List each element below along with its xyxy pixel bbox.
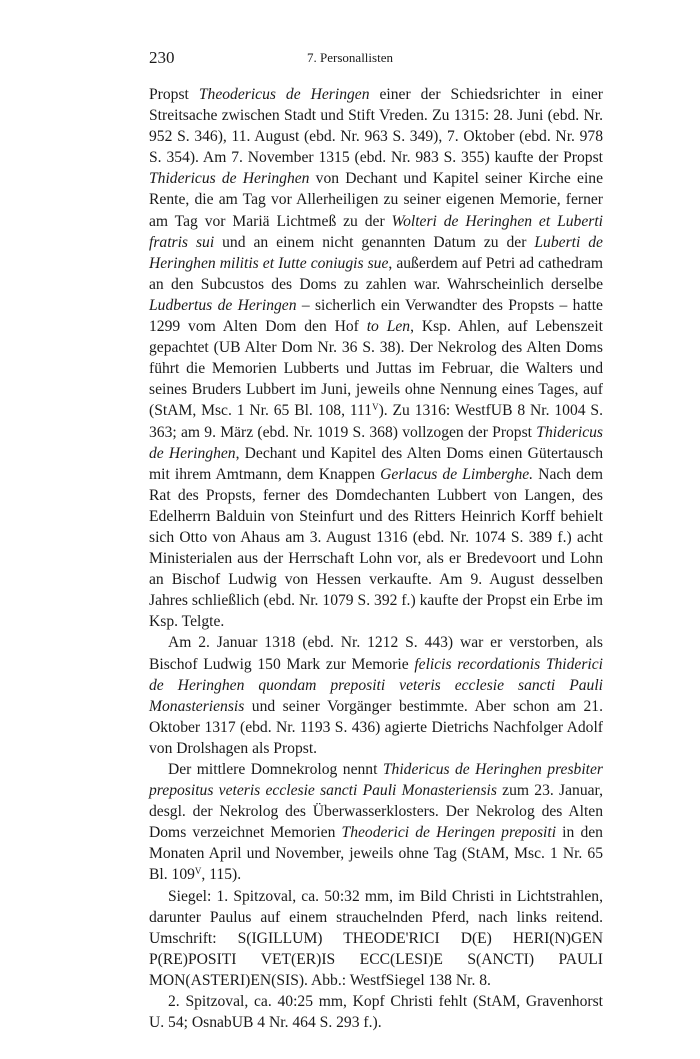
text-run: , Ksp. Ahlen, auf Lebenszeit gepachtet (UB Alter Dom Nr. 36 S. 38). Der Nekrolog des Alten Doms führt die Memorien Lubberts und Juttas im Februar, die Walters und seines Bruders Lubbert im Juni, jeweils ohne Nennung eines Tages, auf (StAM, Msc. 1 Nr. 65 Bl. 108, 111 bbox=[149, 318, 603, 420]
text-run: Propst bbox=[149, 86, 199, 103]
italic-text: Thidericus de Heringhen bbox=[149, 423, 603, 462]
italic-text: Ludbertus de Heringen bbox=[149, 296, 297, 314]
text-run: , 115). bbox=[201, 866, 242, 884]
text-run: ). Zu 1316: WestfUB 8 Nr. 1004 S. 363; am 9. März (ebd. Nr. 1019 S. 368) vollzogen der Propst bbox=[149, 402, 603, 441]
text-run: und seiner Vorgänger bestimmte. Aber schon am 21. Oktober 1317 (ebd. Nr. 1193 S. 436) agierte Dietrichs Nachfolger Adolf von Drolshagen als Propst. bbox=[149, 697, 603, 757]
italic-text: Luberti de Heringhen militis et Iutte coniugis sue bbox=[149, 233, 603, 272]
italic-text: Wolteri de Heringhen et Luberti fratris sui bbox=[149, 212, 603, 251]
italic-text: Gerlacus de Limberghe. bbox=[380, 465, 534, 483]
italic-text: Thidericus de Heringhen bbox=[149, 170, 310, 188]
paragraph bbox=[149, 991, 603, 1033]
italic-text: Thidericus de Heringhen presbiter prepositus veteris ecclesie sancti Pauli Monasteriensis bbox=[149, 761, 603, 800]
text-run: Am 2. Januar 1318 (ebd. Nr. 1212 S. 443) war er verstorben, als Bischof Ludwig 150 Mark zur Memorie bbox=[149, 634, 603, 673]
text-run: von Dechant und Kapitel seiner Kirche eine Rente, die am Tag vor Allerheiligen zu seiner eigenen Memorie, ferner am Tag vor Mariä Lichtmeß zu der bbox=[149, 170, 603, 230]
italic-text: Theoderici de Heringen prepositi bbox=[341, 824, 557, 842]
text-run: 2. Spitzoval, ca. 40:25 mm, Kopf Christi fehlt (StAM, Gravenhorst U. 54; OsnabUB 4 Nr. 464 S. 293 f.). bbox=[149, 993, 603, 1032]
running-title: 7. Personallisten bbox=[307, 50, 393, 65]
italic-text: to Len bbox=[366, 318, 411, 336]
text-run: in den Monaten April und November, jeweils ohne Tag (StAM, Msc. 1 Nr. 65 Bl. 109 bbox=[149, 824, 603, 884]
paragraph bbox=[149, 84, 603, 632]
running-header bbox=[0, 48, 700, 72]
page-number: 230 bbox=[149, 48, 175, 67]
body-text bbox=[149, 84, 603, 1033]
italic-text: Theodericus de Heringen bbox=[198, 86, 370, 103]
superscript-text: V bbox=[372, 402, 379, 413]
text-run: , außerdem auf Petri ad cathedram an den Subcustos des Doms zu zahlen war. Wahrscheinlich derselbe bbox=[149, 254, 603, 293]
text-run: Der mittlere Domnekrolog nennt bbox=[168, 761, 383, 778]
text-run: zum 23. Januar, desgl. der Nekrolog des Überwasserklosters. Der Nekrolog des Alten Doms verzeichnet Memorien bbox=[149, 782, 604, 842]
paragraph bbox=[149, 632, 603, 759]
superscript-text: V bbox=[194, 866, 202, 877]
text-run: Nach dem Rat des Propsts, ferner des Domdechanten Lubbert von Langen, des Edelherrn Balduin von Steinfurt und des Ritters Heinrich Korff behielt sich Otto von Ahaus am 3. August 1316 (ebd. Nr. 1074 S. 389 f.) acht Ministerialen aus der Herrschaft Lohn vor, als er Bredevoort und Lohn an Bischof Ludwig von Hessen verkaufte. Am 9. August desselben Jahres schließlich (ebd. Nr. 1079 S. 392 f.) kaufte der Propst ein Erbe im Ksp. Telgte. bbox=[149, 465, 604, 631]
paragraph bbox=[149, 759, 603, 886]
italic-text: felicis recordationis Thiderici de Heringhen quondam prepositi veteris ecclesie sancti Pauli Monasteriensis bbox=[149, 655, 603, 715]
text-run: Siegel: 1. Spitzoval, ca. 50:32 mm, im Bild Christi in Lichtstrahlen, darunter Paulus auf einem strauchelnden Pferd, nach links reitend. Umschrift: S(IGILLUM) THEODE'RICI D(E) HERI(N)GEN P(RE)POSITI VET(ER)IS ECC(LESI)E S(ANCTI) PAULI MON(ASTERI)EN(SIS). Abb.: WestfSiegel 138 Nr. 8. bbox=[149, 887, 603, 989]
text-run: und an einem nicht genannten Datum zu der bbox=[214, 233, 535, 251]
text-run: einer der Schiedsrichter in einer Streitsache zwischen Stadt und Stift Vreden. Zu 1315: 28. Juni (ebd. Nr. 952 S. 346), 11. August (ebd. Nr. 963 S. 349), 7. Oktober (ebd. Nr. 978 S. 354). Am 7. November 1315 (ebd. Nr. 983 S. 355) kaufte der Propst bbox=[149, 86, 603, 167]
text-run: – sicherlich ein Verwandter des Propsts – hatte 1299 vom Alten Dom den Hof bbox=[149, 296, 603, 336]
text-run: , Dechant und Kapitel des Alten Doms einen Gütertausch mit ihrem Amtmann, dem Knappen bbox=[149, 444, 603, 483]
paragraph bbox=[149, 886, 603, 991]
